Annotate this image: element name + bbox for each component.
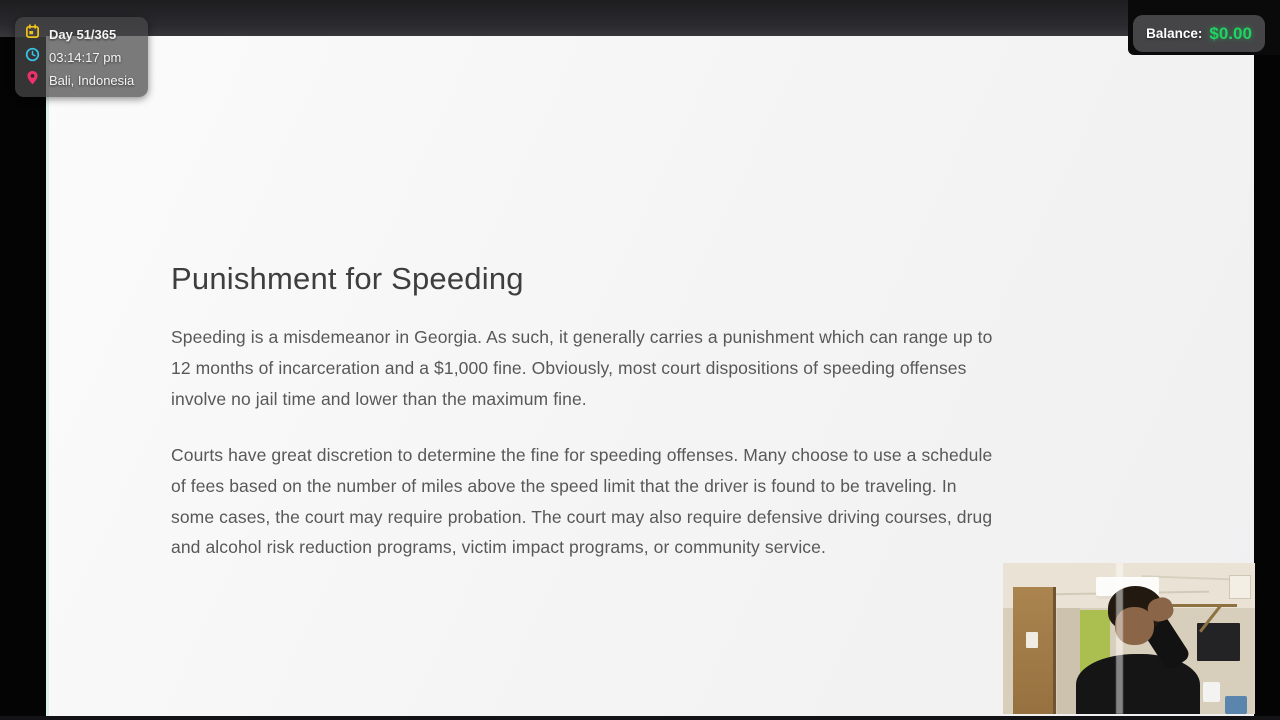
clock-icon [25,47,40,67]
hud-location-row [25,69,138,91]
paragraph-line: and alcohol risk reduction programs, victim impact programs, or community service. [171,537,826,558]
hud-time-row [25,46,138,68]
day-counter: Day 51/365 [49,26,117,42]
balance-badge [1133,15,1265,52]
location-label: Bali, Indonesia [49,72,135,88]
paragraph-line: of fees based on the number of miles above the speed limit that the driver is found to be traveling. In [171,475,957,496]
door-sign [1026,632,1039,647]
balance-label: Balance: [1146,26,1203,41]
paragraph-1 [171,322,992,414]
local-time: 03:14:17 pm [49,49,122,65]
blue-object [1225,696,1248,714]
top-frame-bar [0,0,1280,37]
bottom-frame-bar [0,716,1280,720]
balance-amount: $0.00 [1209,23,1252,43]
paragraph-line: involve no jail time and lower than the maximum fine. [171,388,587,409]
calendar-icon [25,24,40,44]
paragraph-line: Speeding is a misdemeanor in Georgia. As such, it generally carries a punishment which can range up to [171,327,993,347]
stream-hud-overlay [15,17,148,97]
wall-vent [1229,575,1252,599]
paragraph-line: 12 months of incarceration and a $1,000 fine. Obviously, most court dispositions of speeding offenses [171,357,967,378]
paragraph-line: some cases, the court may require probation. The court may also require defensive driving courses, drug [171,506,993,527]
tissue-roll [1203,682,1219,702]
light-reflection [1116,563,1122,714]
wooden-door [1013,587,1056,714]
webcam-feed [1003,563,1255,714]
paragraph-2 [171,440,992,563]
paragraph-line: Courts have great discretion to determine the fine for speeding offenses. Many choose to use a schedule [171,445,993,465]
location-pin-icon [25,70,40,90]
hud-day-row [25,23,138,45]
page-title: Punishment for Speeding [171,261,524,296]
